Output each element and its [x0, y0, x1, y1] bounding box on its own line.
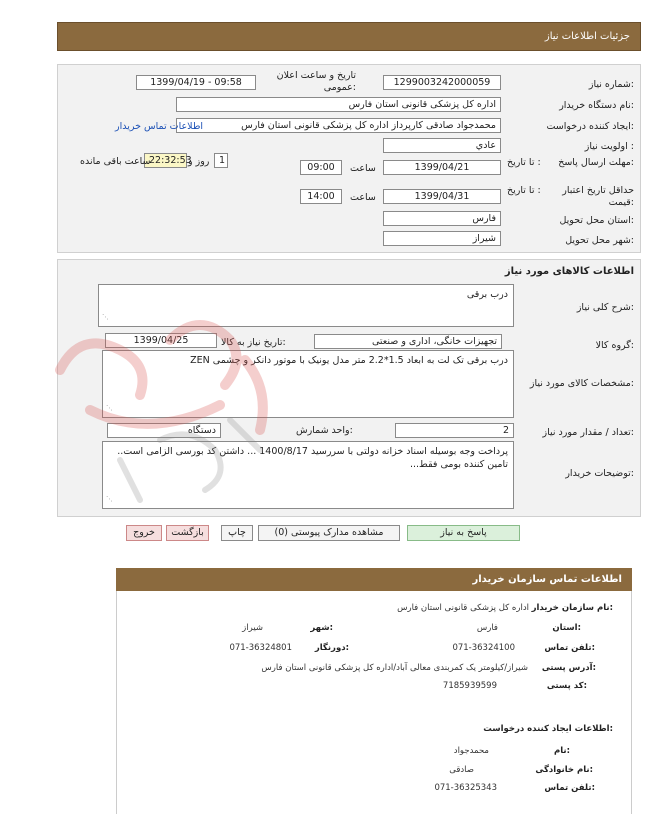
qty-field: 2 [395, 423, 514, 438]
creator-label: ایجاد کننده درخواست: [546, 121, 634, 132]
respond-button[interactable]: پاسخ به نیاز [407, 525, 520, 541]
deadline-label: مهلت ارسال پاسخ: [558, 157, 634, 168]
days-label: روز و [188, 156, 210, 167]
qty-label: تعداد / مقدار مورد نیاز: [542, 427, 634, 438]
remaining-label: ساعت باقی مانده [80, 156, 151, 167]
min-price-time-field: 14:00 [300, 189, 342, 204]
summary-label: شرح کلی نیاز: [576, 302, 634, 313]
specs-field [102, 350, 514, 418]
creator-phone-value: 071-36325343 [434, 783, 497, 793]
deadline-date-field: 1399/04/21 [383, 160, 501, 175]
print-button[interactable]: چاپ [221, 525, 253, 541]
unit-label: واحد شمارش: [296, 425, 353, 436]
specs-label: مشخصات کالای مورد نیاز: [529, 378, 634, 389]
announce-label: تاریخ و ساعت اعلان عمومی: [276, 70, 356, 93]
page-header [57, 22, 641, 51]
contact-fax-value: 071-36324801 [229, 643, 292, 653]
summary-field [98, 284, 514, 327]
priority-label: اولویت نیاز : [584, 141, 634, 152]
buyer-notes-text: پرداخت وجه بوسیله اسناد خزانه دولتی با سررسید 1400/8/17 ... داشتن کد بورسی الزامی است.. تامین کننده بومی فقط... [117, 446, 508, 470]
unit-field: دستگاه [107, 423, 221, 438]
back-button[interactable]: بازگشت [166, 525, 209, 541]
contact-postal-value: 7185939599 [442, 681, 497, 691]
contact-city-label: شهر: [310, 623, 333, 633]
buyer-contact-link[interactable]: اطلاعات تماس خریدار [115, 121, 204, 132]
contact-province-label: استان: [552, 623, 581, 633]
days-remaining-field: 1 [214, 153, 228, 168]
exit-button[interactable]: خروج [126, 525, 162, 541]
creator-family-label: نام خانوادگی: [535, 765, 593, 775]
resize-grip-icon[interactable]: ⋰ [106, 404, 113, 412]
contact-header [116, 568, 632, 591]
contact-title: اطلاعات تماس سازمان خریدار [472, 574, 622, 585]
creator-name-value: محمدجواد [453, 746, 489, 756]
min-price-date-field: 1399/04/31 [383, 189, 501, 204]
deadline-to-date-label: تا تاریخ : [507, 157, 541, 168]
city-label: شهر محل تحویل: [565, 235, 634, 246]
need-number-label: شماره نیاز: [588, 79, 634, 90]
contact-address-value: شیراز/کیلومتر یک کمربندی معالی آباد/اداره کل پزشکی قانونی استان فارس [261, 663, 528, 673]
min-price-time-label: ساعت [350, 192, 376, 203]
resize-grip-icon[interactable]: ⋰ [102, 313, 109, 321]
priority-field: عادي [383, 138, 501, 153]
province-label: استان محل تحویل: [559, 215, 634, 226]
group-label: گروه کالا: [595, 340, 634, 351]
contact-phone-label: تلفن تماس: [544, 643, 595, 653]
need-date-field: 1399/04/25 [105, 333, 217, 348]
buyer-notes-label: توضیحات خریدار: [565, 468, 634, 479]
buyer-notes-field [102, 441, 514, 509]
announce-date-field: 1399/04/19 - 09:58 [136, 75, 256, 90]
city-field: شیراز [383, 231, 501, 246]
contact-org-label: نام سازمان خریدار: [531, 603, 613, 613]
contact-address-label: آدرس پستی: [541, 663, 596, 673]
contact-province-value: فارس [476, 623, 498, 633]
buyer-org-field: اداره کل پزشکی قانونی استان فارس [176, 97, 501, 112]
contact-city-value: شیراز [242, 623, 263, 633]
buyer-org-label: نام دستگاه خریدار: [559, 100, 634, 111]
deadline-time-field: 09:00 [300, 160, 342, 175]
need-number-field: 1299003242000059 [383, 75, 501, 90]
summary-text: درب برقی [466, 289, 508, 300]
min-price-label: حداقل تاریخ اعتبار قیمت: [562, 185, 634, 208]
page-title: جزئیات اطلاعات نیاز [544, 31, 630, 42]
creator-info-title: اطلاعات ایجاد کننده درخواست: [483, 724, 613, 734]
contact-org-value: اداره کل پزشکی قانونی استان فارس [397, 603, 529, 613]
province-field: فارس [383, 211, 501, 226]
need-date-label: تاریخ نیاز به کالا: [221, 337, 286, 348]
resize-grip-icon[interactable]: ⋰ [106, 495, 113, 503]
creator-family-value: صادقی [449, 765, 474, 775]
deadline-time-label: ساعت [350, 163, 376, 174]
creator-name-label: نام: [553, 746, 570, 756]
min-price-to-date-label: تا تاریخ : [507, 185, 541, 196]
view-attachments-button[interactable]: مشاهده مدارک پیوستی (0) [258, 525, 400, 541]
contact-fax-label: دورنگار: [314, 643, 349, 653]
remaining-time-field: 22:32:53 [144, 153, 187, 168]
creator-phone-label: تلفن تماس: [544, 783, 595, 793]
creator-field: محمدجواد صادقی کارپرداز اداره کل پزشکی قانونی استان فارس [176, 118, 501, 133]
group-field: تجهیزات خانگی، اداری و صنعتی [314, 334, 502, 349]
goods-section-title: اطلاعات کالاهای مورد نیاز [504, 266, 634, 277]
contact-phone-value: 071-36324100 [452, 643, 515, 653]
contact-postal-label: کد پستی: [546, 681, 587, 691]
specs-text: درب برقی تک لت به ابعاد 1.5*2.2 متر مدل یونیک با موتور دانکر و چشمی ZEN [190, 355, 508, 366]
